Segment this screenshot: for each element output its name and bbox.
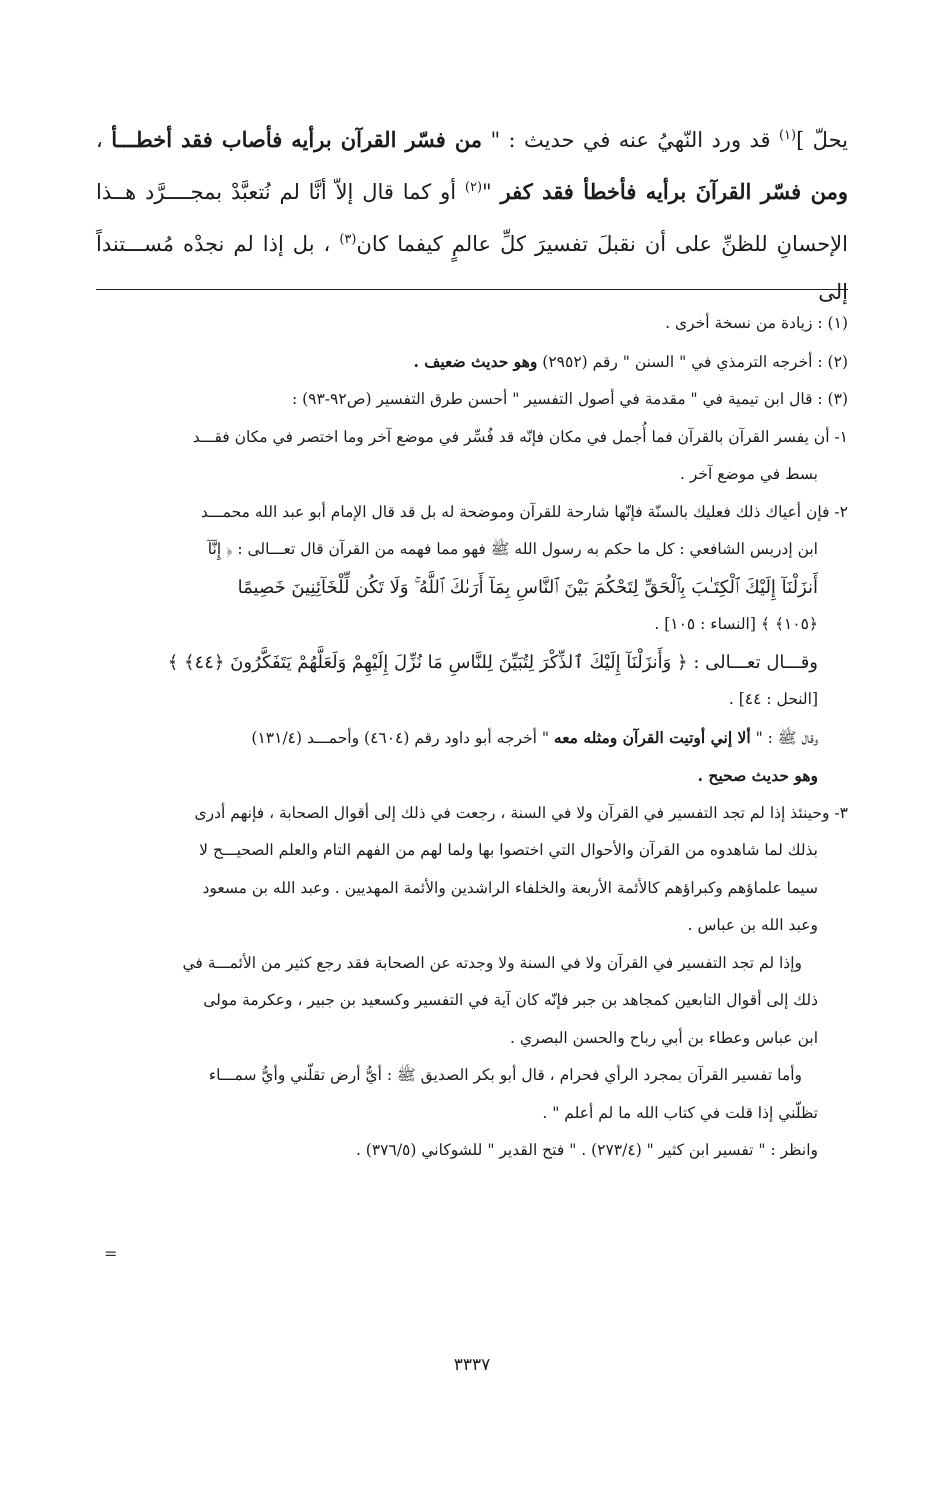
point-3-line-1: ٣- وحينئذ إذا لم تجد التفسير في القرآن ولا في السنة ، رجعت في ذلك إلى أقوال الصحابة ، فإنهم أدرى [194, 803, 848, 822]
footnote-ref-1: (١) [778, 128, 797, 143]
quran-verse: أَنزَلْنَآ إِلَيْكَ ٱلْكِتَـٰبَ بِٱلْحَقِّ لِتَحْكُمَ بَيْنَ ٱلنَّاسِ بِمَآ أَرَىٰكَ ٱللَّهُ ۚ وَلَا تَكُن لِّلْخَآئِنِينَ خَصِيمًا [237, 576, 818, 598]
text-span: قد ورد النّهيُ عنه في حديث : " [482, 128, 779, 152]
grading-line: وهو حديث صحيح . [697, 766, 818, 785]
hadith-text: من فسّر القرآن برأيه فأصاب فقد أخطـــأ [111, 127, 483, 152]
text-span: (٢) : أخرجه الترمذي في " السنن " رقم (٢٩٥٢) [537, 352, 848, 371]
point-2-line-2: ابن إدريس الشافعي : كل ما حكم به رسول الله ﷺ فهو مما فهمه من القرآن قال تعـــالى : ﴿ إِنَّآ [207, 540, 818, 558]
main-line-3 [96, 216, 848, 316]
text-span: وقال ﷺ : " [750, 728, 818, 747]
see-also-line: وانظر : " تفسير ابن كثير " (٢٧٣/٤) . " فتح القدير " للشوكاني (٣٧٦/٥) . [355, 1141, 818, 1159]
para-line-3: ابن عباس وعطاء بن أبي رباح والحسن البصري . [510, 1028, 818, 1047]
point-3-line-2: بذلك لما شاهدوه من القرآن والأحوال التي اختصوا بها ولما لهم من الفهم التام والعلم الصحيـــح لا [199, 841, 818, 859]
hadith-text: ألا إني أوتيت القرآن ومثله معه [553, 727, 751, 747]
main-text [96, 112, 848, 316]
grading-text: وهو حديث ضعيف . [413, 351, 538, 371]
text-span: " [482, 180, 501, 204]
quran-verse-2: وقـــال تعـــالى : ﴿ وَأَنزَلْنَآ إِلَيْكَ ٱلذِّكْرَ لِتُبَيِّنَ لِلنَّاسِ مَا نُزِّلَ إِلَيْهِمْ وَلَعَلَّهُمْ يَتَفَكَّرُونَ ﴿٤٤﴾ ﴾ [167, 651, 818, 673]
footnote-2 [96, 343, 848, 382]
footnote-3: (٣) : قال ابن تيمية في " مقدمة في أصول التفسير " أحسن طرق التفسير (ص٩٢-٩٣) : [291, 390, 848, 408]
hadith-text: ومن فسّر القرآنَ برأيه فأخطأ فقد كفر [500, 179, 848, 204]
para2-line-2: تظلّني إذا قلت في كتاب الله ما لم أعلم " . [542, 1103, 818, 1122]
footnote-divider [96, 289, 848, 290]
text-span: أو كما قال إلاّ أنَّا لم نُتعبَّدْ بمجــــرَّد هــذا [96, 180, 465, 204]
point-3-line-3: سيما علماؤهم وكبراؤهم كالأئمة الأربعة والخلفاء الراشدين والأئمة المهديين . وعبد الله بن مسعود [202, 878, 818, 897]
text-span: ، بل إذا لم نجدْه مُســـتنداً إلى [96, 232, 848, 304]
point-3-line-4: وعبد الله بن عباس . [687, 916, 818, 934]
verse-reference: ﴿١٠٥﴾ ﴾ [النساء : ١٠٥] . [654, 615, 818, 633]
para-line-1: وإذا لم تجد التفسير في القرآن ولا في السنة ولا وجدته عن الصحابة فقد رجع كثير من الأئمـــة في [182, 953, 802, 972]
text-span: يحلّ ] [796, 128, 848, 152]
continuation-mark: = [104, 1244, 118, 1263]
page-number: ٣٣٣٧ [453, 1355, 491, 1375]
footnotes [96, 305, 848, 1170]
text-span: ، [96, 128, 112, 152]
point-1-line-2: بسط في موضع آخر . [680, 465, 818, 483]
point-1-line-1: ١- أن يفسر القرآن بالقرآن فما أُجمل في مكان فإنّه قد فُسِّر في موضع آخر وما اختصر في مكان فقـــد [192, 427, 848, 446]
para-line-2: ذلك إلى أقوال التابعين كمجاهد بن جبر فإنّه كان آية في التفسير وكسعيد بن جبير ، وعكرمة مولى [203, 991, 818, 1009]
verse-reference-2: [النحل : ٤٤] . [728, 690, 818, 708]
footnote-ref-3: (٣) [339, 232, 357, 247]
main-line-2 [96, 164, 848, 216]
para2-line-1: وأما تفسير القرآن بمجرد الرأي فحرام ، قال أبو بكر الصديق ﷺ : أيُّ أرض تقلّني وأيُّ سمـــاء [208, 1066, 802, 1084]
hadith-line [96, 719, 848, 758]
point-2-line-1: ٢- فإن أعياك ذلك فعليك بالسنّة فإنّها شارحة للقرآن وموضحة له بل قد قال الإمام أبو عبد الله محمـــد [200, 502, 848, 521]
text-span: " أخرجه أبو داود رقم (٤٦٠٤) وأحمـــد (١٣١/٤) [251, 728, 554, 747]
main-line-1 [96, 112, 848, 164]
footnote-ref-2: (٢) [464, 180, 483, 195]
footnote-1: (١) : زيادة من نسخة أخرى . [665, 314, 848, 332]
text-span: الإحسانِ للظنِّ على أن نقبلَ تفسيرَ كلِّ عالمٍ كيفما كان [356, 232, 848, 256]
